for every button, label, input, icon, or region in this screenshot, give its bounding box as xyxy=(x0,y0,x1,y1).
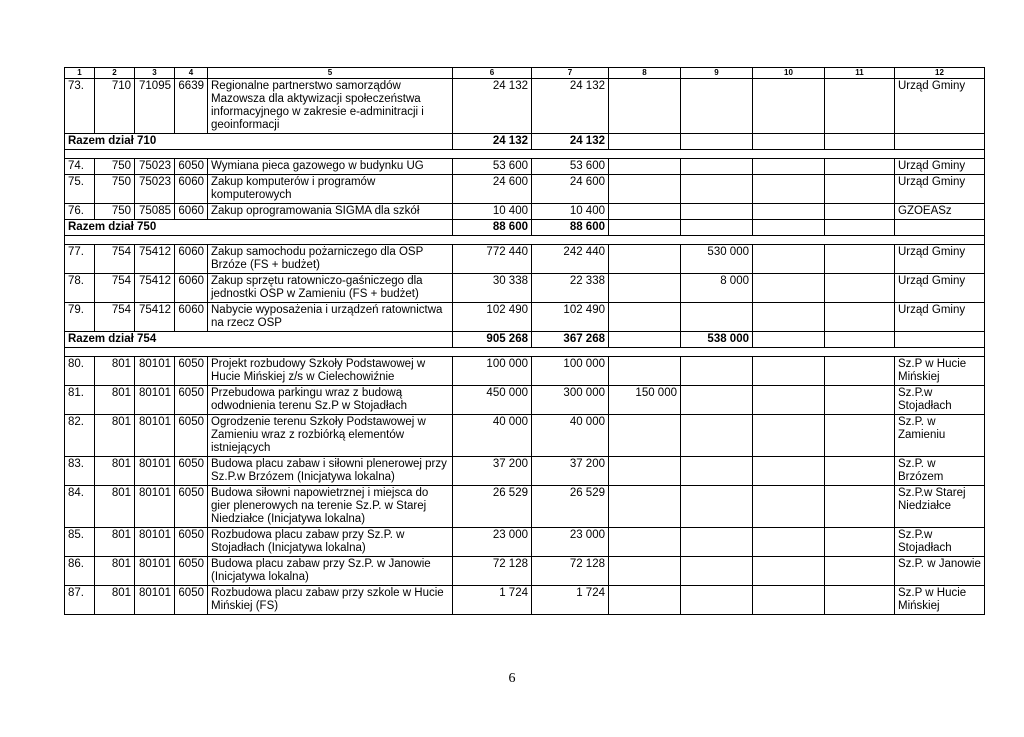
column-number: 11 xyxy=(825,68,895,79)
responsible-unit: Sz.P w Hucie Mińskiej xyxy=(895,357,985,386)
amount-cell: 40 000 xyxy=(532,415,609,457)
amount-cell xyxy=(609,274,681,303)
paragraf-code: 6060 xyxy=(175,204,208,220)
amount-cell xyxy=(753,175,825,204)
table-row xyxy=(65,204,985,220)
task-name: Budowa siłowni napowietrznej i miejsca do gier plenerowych na terenie Sz.P. w Starej Niedziałce (Inicjatywa lokalna) xyxy=(208,486,453,528)
paragraf-code: 6050 xyxy=(175,357,208,386)
task-name: Rozbudowa placu zabaw przy szkole w Hucie Mińskiej (FS) xyxy=(208,586,453,615)
task-name: Zakup sprzętu ratowniczo-gaśniczego dla jednostki OSP w Zamieniu (FS + budżet) xyxy=(208,274,453,303)
amount-cell: 37 200 xyxy=(532,457,609,486)
amount-cell xyxy=(609,204,681,220)
task-name: Wymiana pieca gazowego w budynku UG xyxy=(208,159,453,175)
amount-cell: 24 600 xyxy=(532,175,609,204)
amount-cell: 100 000 xyxy=(532,357,609,386)
amount-cell xyxy=(609,245,681,274)
dzial-code: 754 xyxy=(95,245,135,274)
amount-cell: 10 400 xyxy=(532,204,609,220)
column-number: 4 xyxy=(175,68,208,79)
amount-cell xyxy=(681,175,753,204)
amount-cell xyxy=(609,79,681,134)
paragraf-code: 6050 xyxy=(175,415,208,457)
amount-cell xyxy=(753,415,825,457)
rozdzial-code: 80101 xyxy=(135,457,175,486)
table-row xyxy=(65,457,985,486)
amount-cell: 26 529 xyxy=(453,486,532,528)
responsible-unit: Sz.P w Hucie Mińskiej xyxy=(895,586,985,615)
amount-cell xyxy=(753,386,825,415)
column-number: 1 xyxy=(65,68,95,79)
task-name: Zakup komputerów i programów komputerowych xyxy=(208,175,453,204)
amount-cell xyxy=(681,457,753,486)
total-amount: 538 000 xyxy=(681,332,753,348)
amount-cell: 23 000 xyxy=(532,528,609,557)
amount-cell xyxy=(681,586,753,615)
column-number: 2 xyxy=(95,68,135,79)
row-number: 81. xyxy=(65,386,95,415)
paragraf-code: 6050 xyxy=(175,159,208,175)
task-name: Budowa placu zabaw przy Sz.P. w Janowie (Inicjatywa lokalna) xyxy=(208,557,453,586)
row-number: 82. xyxy=(65,415,95,457)
spacer-row xyxy=(65,236,985,245)
amount-cell xyxy=(753,245,825,274)
column-number: 7 xyxy=(532,68,609,79)
responsible-unit: Urząd Gminy xyxy=(895,175,985,204)
amount-cell xyxy=(825,245,895,274)
column-number: 10 xyxy=(753,68,825,79)
amount-cell: 53 600 xyxy=(532,159,609,175)
total-amount xyxy=(753,134,825,150)
row-number: 85. xyxy=(65,528,95,557)
row-number: 80. xyxy=(65,357,95,386)
section-total-row xyxy=(65,220,985,236)
paragraf-code: 6050 xyxy=(175,486,208,528)
spacer-row xyxy=(65,348,985,357)
table-row xyxy=(65,557,985,586)
amount-cell xyxy=(681,303,753,332)
paragraf-code: 6639 xyxy=(175,79,208,134)
amount-cell: 24 600 xyxy=(453,175,532,204)
total-amount xyxy=(681,134,753,150)
paragraf-code: 6060 xyxy=(175,175,208,204)
amount-cell: 40 000 xyxy=(453,415,532,457)
rozdzial-code: 80101 xyxy=(135,557,175,586)
dzial-code: 801 xyxy=(95,415,135,457)
responsible-unit: Sz.P. w Brzózem xyxy=(895,457,985,486)
dzial-code: 801 xyxy=(95,528,135,557)
paragraf-code: 6050 xyxy=(175,386,208,415)
amount-cell: 53 600 xyxy=(453,159,532,175)
amount-cell: 242 440 xyxy=(532,245,609,274)
row-number: 86. xyxy=(65,557,95,586)
task-name: Budowa placu zabaw i siłowni plenerowej przy Sz.P.w Brzózem (Inicjatywa lokalna) xyxy=(208,457,453,486)
rozdzial-code: 75412 xyxy=(135,245,175,274)
amount-cell xyxy=(609,528,681,557)
total-amount: 24 132 xyxy=(532,134,609,150)
rozdzial-code: 80101 xyxy=(135,415,175,457)
table-row xyxy=(65,528,985,557)
responsible-unit: Sz.P. w Zamieniu xyxy=(895,415,985,457)
amount-cell: 450 000 xyxy=(453,386,532,415)
rozdzial-code: 71095 xyxy=(135,79,175,134)
amount-cell xyxy=(825,415,895,457)
amount-cell: 100 000 xyxy=(453,357,532,386)
total-label: Razem dział 754 xyxy=(65,332,453,348)
paragraf-code: 6060 xyxy=(175,274,208,303)
responsible-unit: Urząd Gminy xyxy=(895,245,985,274)
task-name: Projekt rozbudowy Szkoły Podstawowej w Hucie Mińskiej z/s w Cielechowiźnie xyxy=(208,357,453,386)
amount-cell xyxy=(609,457,681,486)
total-label: Razem dział 750 xyxy=(65,220,453,236)
section-total-row xyxy=(65,332,985,348)
amount-cell xyxy=(609,586,681,615)
column-number: 9 xyxy=(681,68,753,79)
amount-cell xyxy=(753,486,825,528)
total-amount: 905 268 xyxy=(453,332,532,348)
task-name: Ogrodzenie terenu Szkoły Podstawowej w Zamieniu wraz z rozbiórką elementów istniejących xyxy=(208,415,453,457)
table-row xyxy=(65,415,985,457)
amount-cell xyxy=(825,274,895,303)
dzial-code: 801 xyxy=(95,557,135,586)
amount-cell xyxy=(753,528,825,557)
responsible-unit: Sz.P.w Stojadłach xyxy=(895,386,985,415)
rozdzial-code: 75412 xyxy=(135,303,175,332)
row-number: 77. xyxy=(65,245,95,274)
amount-cell: 1 724 xyxy=(532,586,609,615)
row-number: 74. xyxy=(65,159,95,175)
column-number: 5 xyxy=(208,68,453,79)
amount-cell xyxy=(681,159,753,175)
dzial-code: 754 xyxy=(95,303,135,332)
task-name: Zakup samochodu pożarniczego dla OSP Brzóze (FS + budżet) xyxy=(208,245,453,274)
total-amount xyxy=(825,134,895,150)
column-number: 6 xyxy=(453,68,532,79)
row-number: 83. xyxy=(65,457,95,486)
row-number: 76. xyxy=(65,204,95,220)
total-unit xyxy=(895,332,985,348)
total-amount xyxy=(753,332,825,348)
total-amount xyxy=(753,220,825,236)
spacer-cell xyxy=(65,236,985,245)
paragraf-code: 6050 xyxy=(175,557,208,586)
amount-cell xyxy=(825,586,895,615)
total-amount: 24 132 xyxy=(453,134,532,150)
responsible-unit: Sz.P.w Starej Niedziałce xyxy=(895,486,985,528)
amount-cell xyxy=(825,204,895,220)
rozdzial-code: 75412 xyxy=(135,274,175,303)
column-number-row xyxy=(65,68,985,79)
amount-cell xyxy=(681,486,753,528)
dzial-code: 754 xyxy=(95,274,135,303)
amount-cell xyxy=(681,204,753,220)
total-amount xyxy=(609,332,681,348)
dzial-code: 801 xyxy=(95,586,135,615)
row-number: 75. xyxy=(65,175,95,204)
rozdzial-code: 75023 xyxy=(135,175,175,204)
table-row xyxy=(65,586,985,615)
dzial-code: 750 xyxy=(95,204,135,220)
amount-cell xyxy=(753,586,825,615)
spacer-cell xyxy=(65,348,985,357)
amount-cell xyxy=(753,274,825,303)
table-row xyxy=(65,486,985,528)
amount-cell xyxy=(681,557,753,586)
amount-cell xyxy=(825,159,895,175)
amount-cell: 102 490 xyxy=(453,303,532,332)
amount-cell xyxy=(753,557,825,586)
amount-cell xyxy=(681,79,753,134)
amount-cell xyxy=(825,386,895,415)
column-number: 12 xyxy=(895,68,985,79)
rozdzial-code: 75085 xyxy=(135,204,175,220)
task-name: Nabycie wyposażenia i urządzeń ratownictwa na rzecz OSP xyxy=(208,303,453,332)
total-unit xyxy=(895,220,985,236)
amount-cell xyxy=(609,486,681,528)
table-row xyxy=(65,159,985,175)
row-number: 78. xyxy=(65,274,95,303)
amount-cell xyxy=(825,457,895,486)
amount-cell xyxy=(681,528,753,557)
section-total-row xyxy=(65,134,985,150)
total-amount: 88 600 xyxy=(532,220,609,236)
responsible-unit: Sz.P.w Stojadłach xyxy=(895,528,985,557)
row-number: 87. xyxy=(65,586,95,615)
paragraf-code: 6050 xyxy=(175,528,208,557)
total-amount xyxy=(681,220,753,236)
responsible-unit: Urząd Gminy xyxy=(895,303,985,332)
task-name: Przebudowa parkingu wraz z budową odwodnienia terenu Sz.P w Stojadłach xyxy=(208,386,453,415)
responsible-unit: Urząd Gminy xyxy=(895,159,985,175)
amount-cell xyxy=(753,204,825,220)
amount-cell: 72 128 xyxy=(532,557,609,586)
amount-cell xyxy=(753,357,825,386)
paragraf-code: 6050 xyxy=(175,457,208,486)
row-number: 84. xyxy=(65,486,95,528)
dzial-code: 801 xyxy=(95,457,135,486)
rozdzial-code: 80101 xyxy=(135,486,175,528)
table-row xyxy=(65,79,985,134)
row-number: 79. xyxy=(65,303,95,332)
amount-cell xyxy=(825,486,895,528)
amount-cell: 102 490 xyxy=(532,303,609,332)
amount-cell: 150 000 xyxy=(609,386,681,415)
dzial-code: 801 xyxy=(95,386,135,415)
amount-cell xyxy=(825,528,895,557)
rozdzial-code: 80101 xyxy=(135,357,175,386)
dzial-code: 801 xyxy=(95,357,135,386)
amount-cell: 30 338 xyxy=(453,274,532,303)
table-row xyxy=(65,386,985,415)
amount-cell: 37 200 xyxy=(453,457,532,486)
spacer-cell xyxy=(65,150,985,159)
amount-cell xyxy=(681,386,753,415)
amount-cell xyxy=(753,159,825,175)
amount-cell xyxy=(753,457,825,486)
responsible-unit: Sz.P. w Janowie xyxy=(895,557,985,586)
task-name: Rozbudowa placu zabaw przy Sz.P. w Stojadłach (Inicjatywa lokalna) xyxy=(208,528,453,557)
paragraf-code: 6060 xyxy=(175,303,208,332)
page-number: 6 xyxy=(508,671,516,686)
amount-cell xyxy=(825,303,895,332)
rozdzial-code: 80101 xyxy=(135,386,175,415)
amount-cell: 530 000 xyxy=(681,245,753,274)
rozdzial-code: 75023 xyxy=(135,159,175,175)
task-name: Regionalne partnerstwo samorządów Mazowsza dla aktywizacji społeczeństwa informacyjnego w zakresie e-adminitracji i geoinformacji xyxy=(208,79,453,134)
spacer-row xyxy=(65,150,985,159)
total-amount xyxy=(825,220,895,236)
rozdzial-code: 80101 xyxy=(135,528,175,557)
task-name: Zakup oprogramowania SIGMA dla szkół xyxy=(208,204,453,220)
amount-cell: 300 000 xyxy=(532,386,609,415)
amount-cell: 1 724 xyxy=(453,586,532,615)
amount-cell xyxy=(825,175,895,204)
amount-cell xyxy=(609,159,681,175)
amount-cell: 772 440 xyxy=(453,245,532,274)
amount-cell xyxy=(609,415,681,457)
amount-cell: 24 132 xyxy=(532,79,609,134)
dzial-code: 801 xyxy=(95,486,135,528)
amount-cell xyxy=(609,557,681,586)
total-unit xyxy=(895,134,985,150)
table-row xyxy=(65,274,985,303)
column-number: 3 xyxy=(135,68,175,79)
total-amount xyxy=(825,332,895,348)
rozdzial-code: 80101 xyxy=(135,586,175,615)
responsible-unit: Urząd Gminy xyxy=(895,274,985,303)
amount-cell: 72 128 xyxy=(453,557,532,586)
amount-cell: 8 000 xyxy=(681,274,753,303)
total-amount xyxy=(609,220,681,236)
column-number: 8 xyxy=(609,68,681,79)
amount-cell: 26 529 xyxy=(532,486,609,528)
dzial-code: 750 xyxy=(95,175,135,204)
dzial-code: 750 xyxy=(95,159,135,175)
amount-cell: 10 400 xyxy=(453,204,532,220)
amount-cell xyxy=(681,357,753,386)
amount-cell xyxy=(609,357,681,386)
amount-cell: 22 338 xyxy=(532,274,609,303)
table-body xyxy=(65,68,985,615)
row-number: 73. xyxy=(65,79,95,134)
responsible-unit: GZOEASz xyxy=(895,204,985,220)
dzial-code: 710 xyxy=(95,79,135,134)
table-row xyxy=(65,303,985,332)
amount-cell xyxy=(825,357,895,386)
amount-cell xyxy=(609,303,681,332)
amount-cell: 23 000 xyxy=(453,528,532,557)
amount-cell: 24 132 xyxy=(453,79,532,134)
total-label: Razem dział 710 xyxy=(65,134,453,150)
table-row xyxy=(65,175,985,204)
amount-cell xyxy=(825,79,895,134)
investment-table xyxy=(64,67,985,615)
amount-cell xyxy=(753,303,825,332)
paragraf-code: 6050 xyxy=(175,586,208,615)
responsible-unit: Urząd Gminy xyxy=(895,79,985,134)
total-amount xyxy=(609,134,681,150)
amount-cell xyxy=(825,557,895,586)
paragraf-code: 6060 xyxy=(175,245,208,274)
table-row xyxy=(65,357,985,386)
total-amount: 367 268 xyxy=(532,332,609,348)
total-amount: 88 600 xyxy=(453,220,532,236)
table-row xyxy=(65,245,985,274)
amount-cell xyxy=(753,79,825,134)
amount-cell xyxy=(609,175,681,204)
amount-cell xyxy=(681,415,753,457)
